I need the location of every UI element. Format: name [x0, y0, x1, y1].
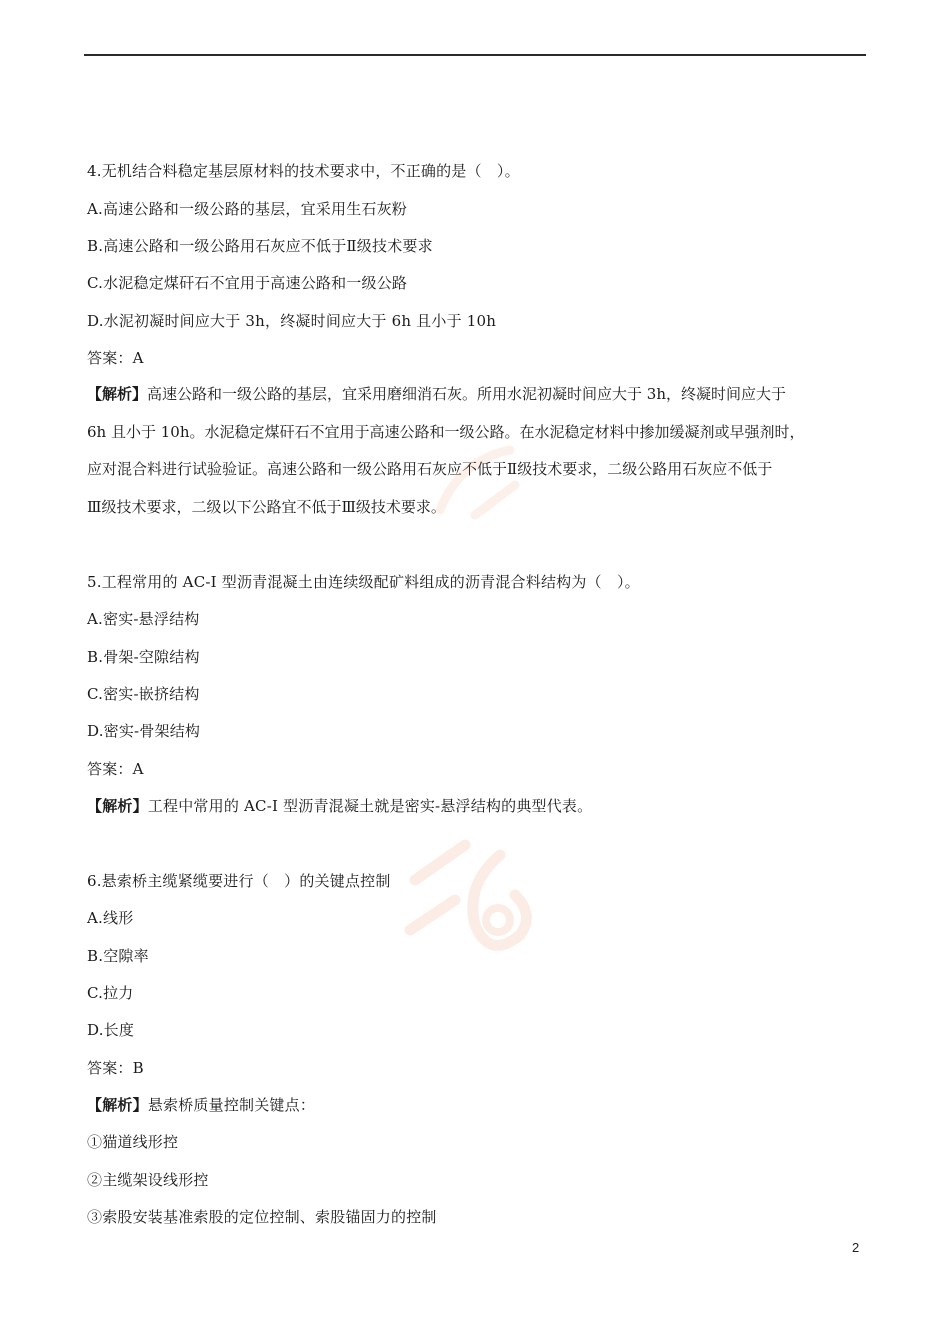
q4-option-b: B.高速公路和一级公路用石灰应不低于Ⅱ级技术要求: [87, 237, 433, 255]
q6-option-d: D.长度: [87, 1021, 135, 1039]
q5-answer: 答案：A: [87, 760, 144, 778]
q6-point-1: ①猫道线形控: [87, 1133, 179, 1151]
q5-stem: 5.工程常用的 AC-I 型沥青混凝土由连续级配矿料组成的沥青混合料结构为（ ）。: [87, 573, 640, 591]
q4-analysis-line-4: Ⅲ级技术要求，二级以下公路宜不低于Ⅲ级技术要求。: [87, 497, 446, 516]
q6-point-3: ③索股安装基准索股的定位控制、索股锚固力的控制: [87, 1208, 437, 1226]
q4-analysis-line-1: [87, 376, 865, 414]
q6-option-a: A.线形: [87, 909, 134, 927]
q6-point-2: ②主缆架设线形控: [87, 1171, 209, 1189]
page-number: 2: [852, 1240, 860, 1255]
q6-stem: 6.悬索桥主缆紧缆要进行（ ）的关键点控制: [87, 872, 391, 890]
q5-option-c: C.密实-嵌挤结构: [87, 685, 200, 703]
q6-option-c: C.拉力: [87, 984, 134, 1002]
q4-analysis-label: 【解析】: [87, 385, 148, 403]
q5-analysis-text: 工程中常用的 AC-I 型沥青混凝土就是密实-悬浮结构的典型代表。: [147, 797, 593, 815]
q4-option-d: D.水泥初凝时间应大于 3h，终凝时间应大于 6h 且小于 10h: [87, 312, 497, 330]
q5-option-a: A.密实-悬浮结构: [87, 610, 200, 628]
q4-option-c: C.水泥稳定煤矸石不宜用于高速公路和一级公路: [87, 274, 408, 292]
q6-analysis-label: 【解析】: [87, 1096, 148, 1114]
watermark-logo: [395, 825, 545, 975]
q6-analysis-text: 悬索桥质量控制关键点：: [147, 1096, 316, 1114]
q4-answer: 答案：A: [87, 349, 144, 367]
q6-answer: 答案：B: [87, 1059, 144, 1077]
q4-analysis-text-1: 高速公路和一级公路的基层，宜采用磨细消石灰。所用水泥初凝时间应大于 3h，终凝时间应大于: [147, 385, 786, 403]
q5-option-b: B.骨架-空隙结构: [87, 648, 200, 666]
q5-analysis: [87, 796, 592, 816]
q6-analysis: [87, 1095, 315, 1115]
q5-option-d: D.密实-骨架结构: [87, 722, 201, 740]
header-rule: [84, 54, 866, 56]
q4-analysis-line-2: 6h 且小于 10h。水泥稳定煤矸石不宜用于高速公路和一级公路。在水泥稳定材料中掺加缓凝剂或早强剂时，: [87, 422, 805, 441]
q4-stem: 4.无机结合料稳定基层原材料的技术要求中，不正确的是（ ）。: [87, 162, 520, 180]
q5-analysis-label: 【解析】: [87, 797, 148, 815]
q4-analysis-line-3: 应对混合料进行试验验证。高速公路和一级公路用石灰应不低于Ⅱ级技术要求，二级公路用石灰应不低于: [87, 460, 773, 478]
watermark-logo-upper: [420, 440, 530, 530]
q6-option-b: B.空隙率: [87, 947, 149, 965]
q4-option-a: A.高速公路和一级公路的基层，宜采用生石灰粉: [87, 200, 408, 218]
